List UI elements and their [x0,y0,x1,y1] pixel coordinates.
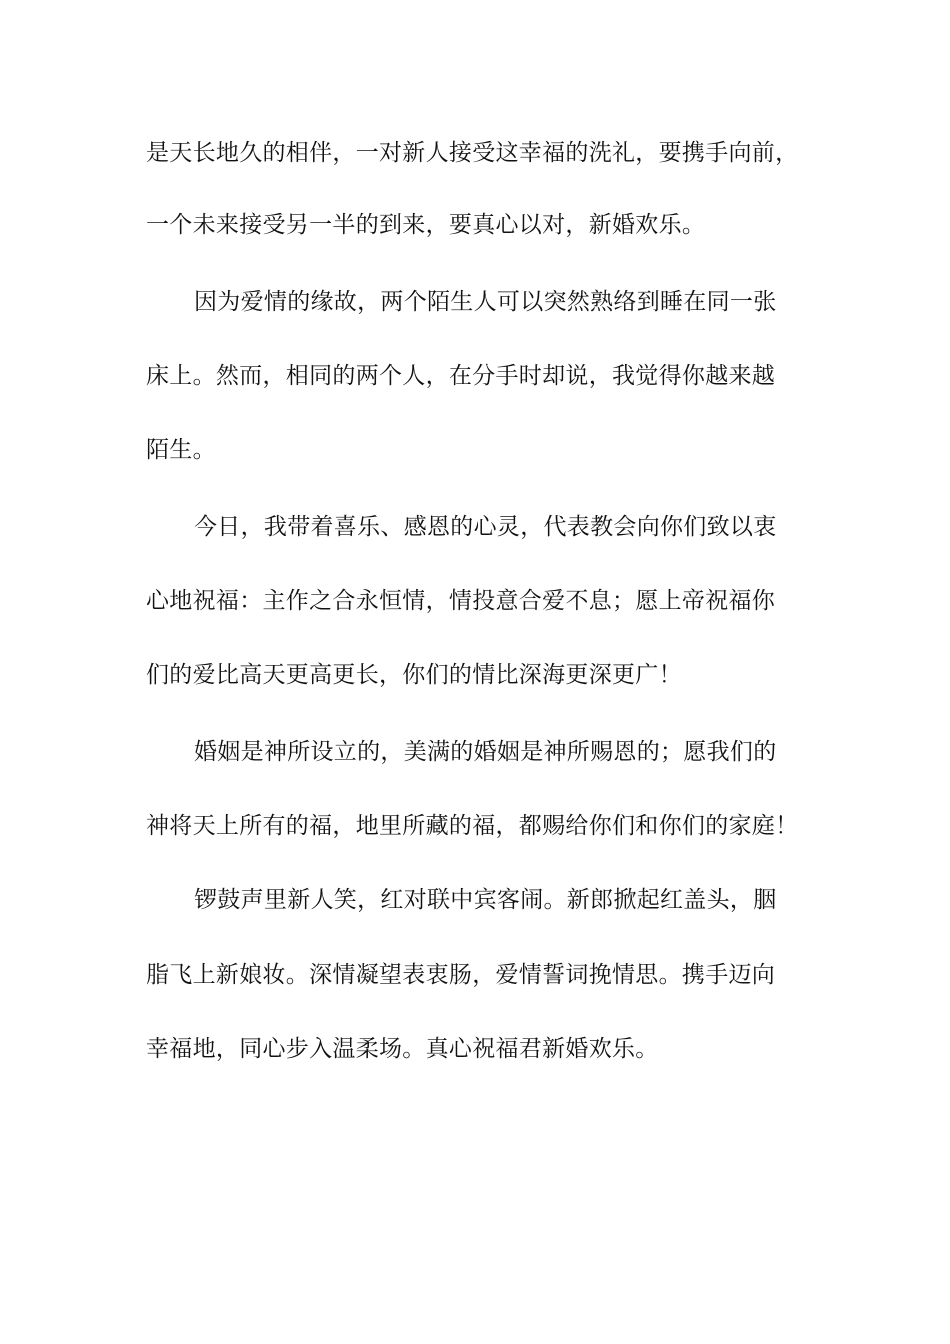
text-line: 陌生。 [146,437,216,463]
text-line: 幸福地，同心步入温柔场。真心祝福君新婚欢乐。 [146,1036,659,1062]
paragraph-first-line: 今日，我带着喜乐、感恩的心灵，代表教会向你们致以衷 [194,514,777,540]
text-line: 们的爱比高天更高更长，你们的情比深海更深更广！ [146,662,682,688]
text-line: 脂飞上新娘妆。深情凝望表衷肠，爱情誓词挽情思。携手迈向 [146,962,776,988]
text-line: 心地祝福：主作之合永恒情，情投意合爱不息；愿上帝祝福你 [146,588,776,614]
paragraph-first-line: 锣鼓声里新人笑，红对联中宾客闹。新郎掀起红盖头，胭 [194,887,777,913]
paragraph-first-line: 婚姻是神所设立的，美满的婚姻是神所赐恩的；愿我们的 [194,739,777,765]
text-line: 一个未来接受另一半的到来，要真心以对，新婚欢乐。 [146,212,706,238]
text-line: 神将天上所有的福，地里所藏的福，都赐给你们和你们的家庭！ [146,813,799,839]
text-line: 床上。然而，相同的两个人，在分手时却说，我觉得你越来越 [146,363,776,389]
text-line: 是天长地久的相伴，一对新人接受这幸福的洗礼，要携手向前， [146,140,799,166]
paragraph-first-line: 因为爱情的缘故，两个陌生人可以突然熟络到睡在同一张 [194,289,777,315]
